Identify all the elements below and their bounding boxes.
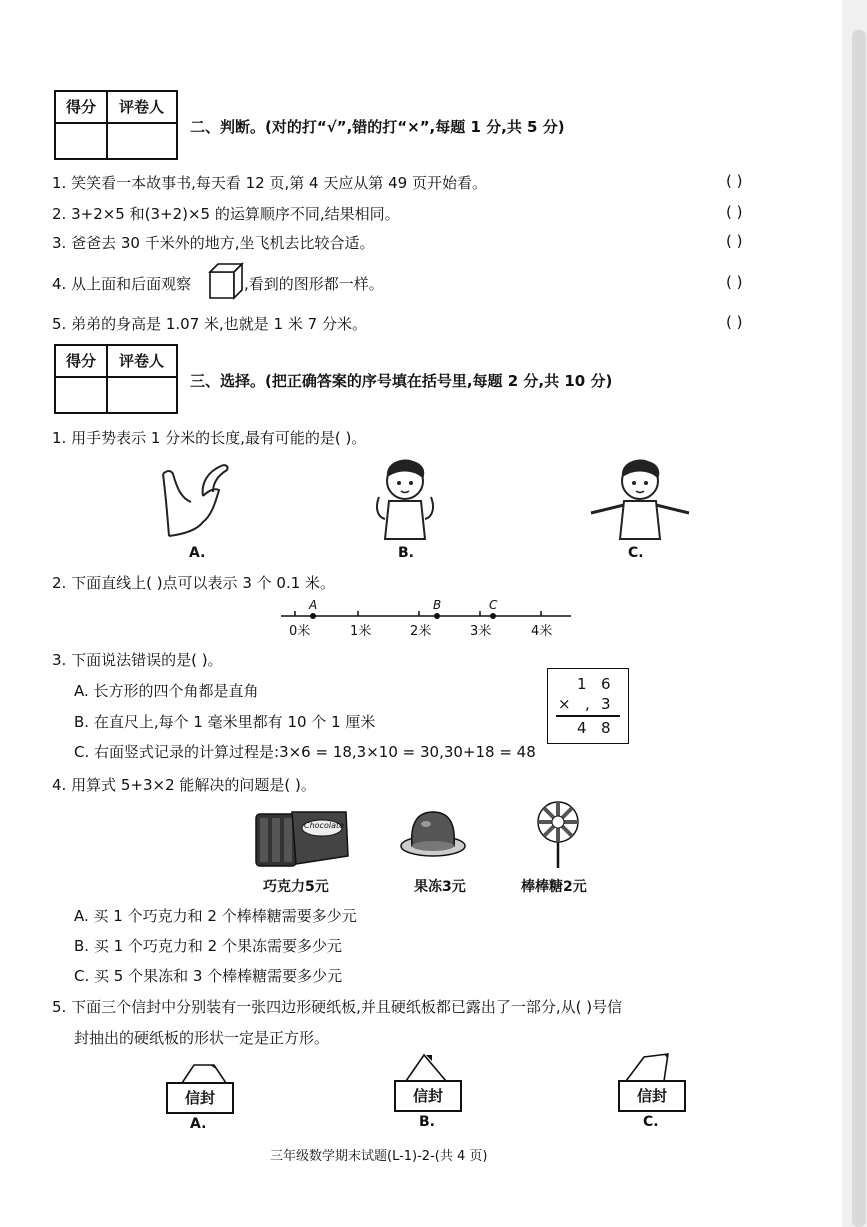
boy-arms-wide-image xyxy=(585,455,695,541)
answer-paren-4[interactable]: ( ) xyxy=(726,273,743,291)
point-b-label: B xyxy=(433,598,442,612)
answer-paren-3[interactable]: ( ) xyxy=(726,232,743,250)
jelly-price: 果冻3元 xyxy=(414,879,466,895)
q1-option-b: B. xyxy=(398,545,414,561)
answer-paren-2[interactable]: ( ) xyxy=(726,203,743,221)
judge-item-4-tail: ,看到的图形都一样。 xyxy=(244,275,384,293)
judge-item-1: 1. 笑笑看一本故事书,每天看 12 页,第 4 天应从第 49 页开始看。 xyxy=(52,174,487,192)
digit: 8 xyxy=(601,719,611,737)
scrollbar[interactable] xyxy=(842,0,867,1227)
scrollbar-thumb[interactable] xyxy=(852,30,866,1227)
score-label: 得分 xyxy=(65,98,96,116)
section2-title: 二、判断。(对的打“√”,错的打“×”,每题 1 分,共 5 分) xyxy=(190,118,565,136)
score-label-2: 得分 xyxy=(65,352,96,370)
choice-q4: 4. 用算式 5+3×2 能解决的问题是( )。 xyxy=(52,776,316,794)
digit: 4 xyxy=(577,719,587,737)
chocolate-image xyxy=(252,808,352,870)
envelope-a-card-image xyxy=(180,1062,230,1084)
lollipop-image xyxy=(533,800,583,870)
digit: 1 xyxy=(577,675,587,693)
grader-label-2: 评卷人 xyxy=(118,352,164,370)
comma-mark: , xyxy=(585,695,590,713)
envelope-c-label: 信封 xyxy=(618,1080,686,1112)
point-c-label: C xyxy=(489,598,498,612)
q3-option-b: B. 在直尺上,每个 1 毫米里都有 10 个 1 厘米 xyxy=(74,713,376,731)
choice-q5-line2: 封抽出的硬纸板的形状一定是正方形。 xyxy=(74,1029,330,1047)
judge-item-4: 4. 从上面和后面观察 xyxy=(52,275,192,293)
grader-label: 评卷人 xyxy=(118,98,164,116)
envelope-c-card-image xyxy=(624,1052,672,1082)
q1-option-c: C. xyxy=(628,545,644,561)
chocolate-price: 巧克力5元 xyxy=(263,879,329,895)
q5-option-b: B. xyxy=(419,1114,435,1130)
q4-option-b: B. 买 1 个巧克力和 2 个果冻需要多少元 xyxy=(74,937,342,955)
judge-item-5: 5. 弟弟的身高是 1.07 米,也就是 1 米 7 分米。 xyxy=(52,315,367,333)
vertical-multiplication xyxy=(547,668,629,744)
tick-1m: 1米 xyxy=(350,624,372,639)
chocolate-wrapper-label: Chocolate xyxy=(304,821,345,830)
q4-option-c: C. 买 5 个果冻和 3 个棒棒糖需要多少元 xyxy=(74,967,343,985)
choice-q5-line1: 5. 下面三个信封中分别装有一张四边形硬纸板,并且硬纸板都已露出了一部分,从( )号信 xyxy=(52,998,623,1016)
hand-gesture-image xyxy=(155,460,235,540)
cube-icon xyxy=(208,262,244,300)
envelope-b-label: 信封 xyxy=(394,1080,462,1112)
tick-0m: 0米 xyxy=(289,624,311,639)
envelope-a-label: 信封 xyxy=(166,1082,234,1114)
section3-title: 三、选择。(把正确答案的序号填在括号里,每题 2 分,共 10 分) xyxy=(190,372,613,390)
score-box-2 xyxy=(54,344,178,414)
envelope-b-card-image xyxy=(402,1052,450,1082)
score-box xyxy=(54,90,178,160)
jelly-image xyxy=(398,808,468,863)
judge-item-3: 3. 爸爸去 30 千米外的地方,坐飞机去比较合适。 xyxy=(52,234,375,252)
q5-option-c: C. xyxy=(643,1114,659,1130)
answer-paren-5[interactable]: ( ) xyxy=(726,313,743,331)
judge-item-2: 2. 3+2×5 和(3+2)×5 的运算顺序不同,结果相同。 xyxy=(52,205,400,223)
choice-q2: 2. 下面直线上( )点可以表示 3 个 0.1 米。 xyxy=(52,574,336,592)
q3-option-c: C. 右面竖式记录的计算过程是:3×6 = 18,3×10 = 30,30+18 = 48 xyxy=(74,743,536,761)
q4-option-a: A. 买 1 个巧克力和 2 个棒棒糖需要多少元 xyxy=(74,907,357,925)
q5-option-a: A. xyxy=(190,1116,207,1132)
page-footer: 三年级数学期末试题(L-1)-2-(共 4 页) xyxy=(270,1149,488,1164)
choice-q3: 3. 下面说法错误的是( )。 xyxy=(52,651,223,669)
point-a-label: A xyxy=(309,598,318,612)
tick-3m: 3米 xyxy=(470,624,492,639)
times-sign: × xyxy=(558,695,571,713)
choice-q1: 1. 用手势表示 1 分米的长度,最有可能的是( )。 xyxy=(52,429,367,447)
q3-option-a: A. 长方形的四个角都是直角 xyxy=(74,682,259,700)
q1-option-a: A. xyxy=(189,545,206,561)
digit: 3 xyxy=(601,695,611,713)
tick-4m: 4米 xyxy=(531,624,553,639)
digit: 6 xyxy=(601,675,611,693)
lollipop-price: 棒棒糖2元 xyxy=(521,879,587,895)
boy-hands-close-image xyxy=(365,455,445,541)
tick-2m: 2米 xyxy=(410,624,432,639)
answer-paren-1[interactable]: ( ) xyxy=(726,172,743,190)
